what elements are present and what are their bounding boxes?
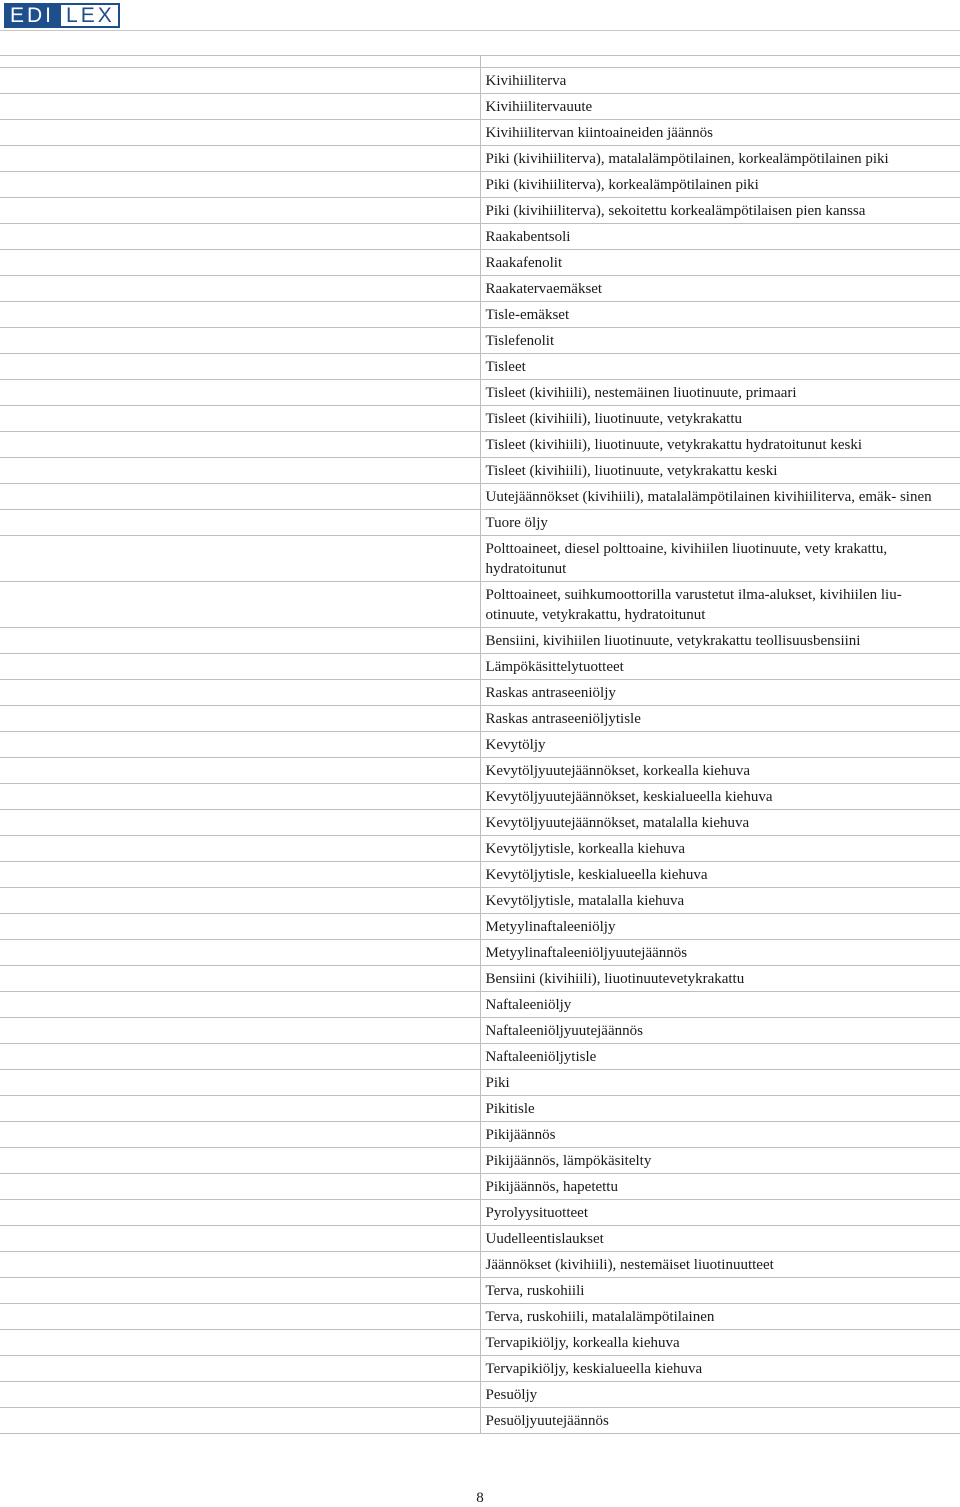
substance-name-cell: Kevytöljyuutejäännökset, matalalla kiehuva	[480, 810, 960, 836]
table-row	[0, 992, 960, 1018]
table-row	[0, 1148, 960, 1174]
empty-cell	[0, 862, 480, 888]
substance-name-cell: Kevytöljy	[480, 732, 960, 758]
empty-cell	[0, 1070, 480, 1096]
substance-name-cell: Polttoaineet, diesel polttoaine, kivihiilen liuotinuute, vety krakattu, hydratoitunut	[480, 536, 960, 582]
substance-name-cell: Bensiini, kivihiilen liuotinuute, vetykrakattu teollisuusbensiini	[480, 628, 960, 654]
substance-name-cell: Tisleet	[480, 354, 960, 380]
substance-name-cell: Pikitisle	[480, 1096, 960, 1122]
table-row	[0, 940, 960, 966]
table-row	[0, 1252, 960, 1278]
table-row	[0, 706, 960, 732]
logo-part-lex: LEX	[59, 3, 120, 28]
substance-name-cell: Uutejäännökset (kivihiili), matalalämpötilainen kivihiiliterva, emäk- sinen	[480, 484, 960, 510]
table-row	[0, 758, 960, 784]
substance-name-cell: Pesuöljyuutejäännös	[480, 1408, 960, 1434]
logo-part-edi: EDI	[4, 3, 59, 28]
empty-cell	[0, 1304, 480, 1330]
substance-name-cell: Kivihiiliterva	[480, 68, 960, 94]
page-number: 8	[476, 1490, 484, 1506]
table-row	[0, 1304, 960, 1330]
empty-cell	[0, 1044, 480, 1070]
substance-name-cell: Naftaleeniöljytisle	[480, 1044, 960, 1070]
substance-name-cell: Bensiini (kivihiili), liuotinuutevetykrakattu	[480, 966, 960, 992]
table-row	[0, 1408, 960, 1434]
empty-cell	[480, 56, 960, 68]
empty-cell	[0, 224, 480, 250]
table-row	[0, 1330, 960, 1356]
table-row	[0, 1096, 960, 1122]
empty-cell	[0, 836, 480, 862]
substance-name-cell: Raakafenolit	[480, 250, 960, 276]
table-row	[0, 1070, 960, 1096]
table-row	[0, 484, 960, 510]
empty-cell	[0, 1278, 480, 1304]
table-row	[0, 1122, 960, 1148]
substance-name-cell: Polttoaineet, suihkumoottorilla varustetut ilma-alukset, kivihiilen liu- otinuute, vetykrakattu, hydratoitunut	[480, 582, 960, 628]
table-row	[0, 732, 960, 758]
substance-name-cell: Terva, ruskohiili, matalalämpötilainen	[480, 1304, 960, 1330]
header-divider	[0, 30, 960, 31]
table-row	[0, 1044, 960, 1070]
empty-cell	[0, 484, 480, 510]
empty-cell	[0, 940, 480, 966]
substance-name-cell: Kivihiilitervauute	[480, 94, 960, 120]
table-row	[0, 1174, 960, 1200]
empty-cell	[0, 276, 480, 302]
table-row	[0, 784, 960, 810]
empty-cell	[0, 914, 480, 940]
substance-name-cell: Pesuöljy	[480, 1382, 960, 1408]
substance-name-cell: Tisleet (kivihiili), nestemäinen liuotinuute, primaari	[480, 380, 960, 406]
table-row	[0, 836, 960, 862]
substance-name-cell: Kevytöljyuutejäännökset, korkealla kiehuva	[480, 758, 960, 784]
table-row	[0, 250, 960, 276]
substance-name-cell: Kevytöljytisle, matalalla kiehuva	[480, 888, 960, 914]
table-row	[0, 1382, 960, 1408]
empty-cell	[0, 1148, 480, 1174]
empty-cell	[0, 1096, 480, 1122]
substance-name-cell: Metyylinaftaleeniöljyuutejäännös	[480, 940, 960, 966]
table-row	[0, 1200, 960, 1226]
empty-cell	[0, 732, 480, 758]
table-row	[0, 536, 960, 582]
table-row	[0, 654, 960, 680]
substance-name-cell: Raakabentsoli	[480, 224, 960, 250]
empty-cell	[0, 120, 480, 146]
substance-name-cell: Naftaleeniöljyuutejäännös	[480, 1018, 960, 1044]
table-row	[0, 120, 960, 146]
substance-name-cell: Naftaleeniöljy	[480, 992, 960, 1018]
substance-name-cell: Uudelleentislaukset	[480, 1226, 960, 1252]
table-row	[0, 276, 960, 302]
empty-cell	[0, 654, 480, 680]
empty-cell	[0, 1382, 480, 1408]
table-row	[0, 628, 960, 654]
substance-name-cell: Metyylinaftaleeniöljy	[480, 914, 960, 940]
table-row	[0, 328, 960, 354]
table-header-spacer-row	[0, 56, 960, 68]
table-row	[0, 582, 960, 628]
empty-cell	[0, 94, 480, 120]
empty-cell	[0, 302, 480, 328]
substance-name-cell: Tervapikiöljy, keskialueella kiehuva	[480, 1356, 960, 1382]
substance-name-cell: Kivihiilitervan kiintoaineiden jäännös	[480, 120, 960, 146]
table-row	[0, 406, 960, 432]
empty-cell	[0, 810, 480, 836]
empty-cell	[0, 992, 480, 1018]
empty-cell	[0, 56, 480, 68]
empty-cell	[0, 250, 480, 276]
substance-table-container	[0, 55, 960, 1434]
table-row	[0, 380, 960, 406]
substance-name-cell: Tuore öljy	[480, 510, 960, 536]
empty-cell	[0, 758, 480, 784]
empty-cell	[0, 198, 480, 224]
substance-name-cell: Kevytöljytisle, keskialueella kiehuva	[480, 862, 960, 888]
empty-cell	[0, 536, 480, 582]
table-row	[0, 810, 960, 836]
table-row	[0, 458, 960, 484]
substance-name-cell: Piki (kivihiiliterva), matalalämpötilainen, korkealämpötilainen piki	[480, 146, 960, 172]
table-row	[0, 1018, 960, 1044]
substance-name-cell: Raakatervaemäkset	[480, 276, 960, 302]
substance-name-cell: Piki (kivihiiliterva), sekoitettu korkealämpötilaisen pien kanssa	[480, 198, 960, 224]
substance-name-cell: Piki	[480, 1070, 960, 1096]
empty-cell	[0, 380, 480, 406]
table-row	[0, 680, 960, 706]
substance-name-cell: Lämpökäsittelytuotteet	[480, 654, 960, 680]
empty-cell	[0, 1356, 480, 1382]
empty-cell	[0, 1122, 480, 1148]
empty-cell	[0, 1200, 480, 1226]
substance-name-cell: Tisleet (kivihiili), liuotinuute, vetykrakattu keski	[480, 458, 960, 484]
table-row	[0, 146, 960, 172]
empty-cell	[0, 1330, 480, 1356]
table-row	[0, 432, 960, 458]
empty-cell	[0, 706, 480, 732]
substance-name-cell: Tislefenolit	[480, 328, 960, 354]
table-row	[0, 198, 960, 224]
substance-name-cell: Pikijäännös	[480, 1122, 960, 1148]
substance-name-cell: Piki (kivihiiliterva), korkealämpötilainen piki	[480, 172, 960, 198]
empty-cell	[0, 146, 480, 172]
empty-cell	[0, 1174, 480, 1200]
substance-name-cell: Pikijäännös, lämpökäsitelty	[480, 1148, 960, 1174]
table-row	[0, 862, 960, 888]
empty-cell	[0, 966, 480, 992]
edilex-logo	[4, 3, 120, 28]
empty-cell	[0, 1226, 480, 1252]
table-row	[0, 914, 960, 940]
table-row	[0, 888, 960, 914]
table-row	[0, 1226, 960, 1252]
empty-cell	[0, 328, 480, 354]
empty-cell	[0, 406, 480, 432]
empty-cell	[0, 432, 480, 458]
substance-name-cell: Tervapikiöljy, korkealla kiehuva	[480, 1330, 960, 1356]
substance-name-cell: Kevytöljytisle, korkealla kiehuva	[480, 836, 960, 862]
substance-name-cell: Terva, ruskohiili	[480, 1278, 960, 1304]
table-row	[0, 302, 960, 328]
empty-cell	[0, 1408, 480, 1434]
empty-cell	[0, 354, 480, 380]
empty-cell	[0, 582, 480, 628]
table-row	[0, 68, 960, 94]
table-row	[0, 94, 960, 120]
empty-cell	[0, 888, 480, 914]
substance-name-cell: Pikijäännös, hapetettu	[480, 1174, 960, 1200]
empty-cell	[0, 628, 480, 654]
empty-cell	[0, 172, 480, 198]
substance-name-cell: Tisle-emäkset	[480, 302, 960, 328]
substance-name-cell: Pyrolyysituotteet	[480, 1200, 960, 1226]
empty-cell	[0, 68, 480, 94]
table-row	[0, 1356, 960, 1382]
table-row	[0, 172, 960, 198]
empty-cell	[0, 458, 480, 484]
substance-name-cell: Raskas antraseeniöljy	[480, 680, 960, 706]
substance-table	[0, 55, 960, 1434]
empty-cell	[0, 1018, 480, 1044]
empty-cell	[0, 1252, 480, 1278]
empty-cell	[0, 510, 480, 536]
table-row	[0, 510, 960, 536]
table-row	[0, 1278, 960, 1304]
substance-name-cell: Raskas antraseeniöljytisle	[480, 706, 960, 732]
table-row	[0, 224, 960, 250]
table-row	[0, 966, 960, 992]
substance-name-cell: Tisleet (kivihiili), liuotinuute, vetykrakattu hydratoitunut keski	[480, 432, 960, 458]
substance-name-cell: Jäännökset (kivihiili), nestemäiset liuotinuutteet	[480, 1252, 960, 1278]
substance-name-cell: Tisleet (kivihiili), liuotinuute, vetykrakattu	[480, 406, 960, 432]
empty-cell	[0, 784, 480, 810]
table-row	[0, 354, 960, 380]
substance-name-cell: Kevytöljyuutejäännökset, keskialueella kiehuva	[480, 784, 960, 810]
empty-cell	[0, 680, 480, 706]
